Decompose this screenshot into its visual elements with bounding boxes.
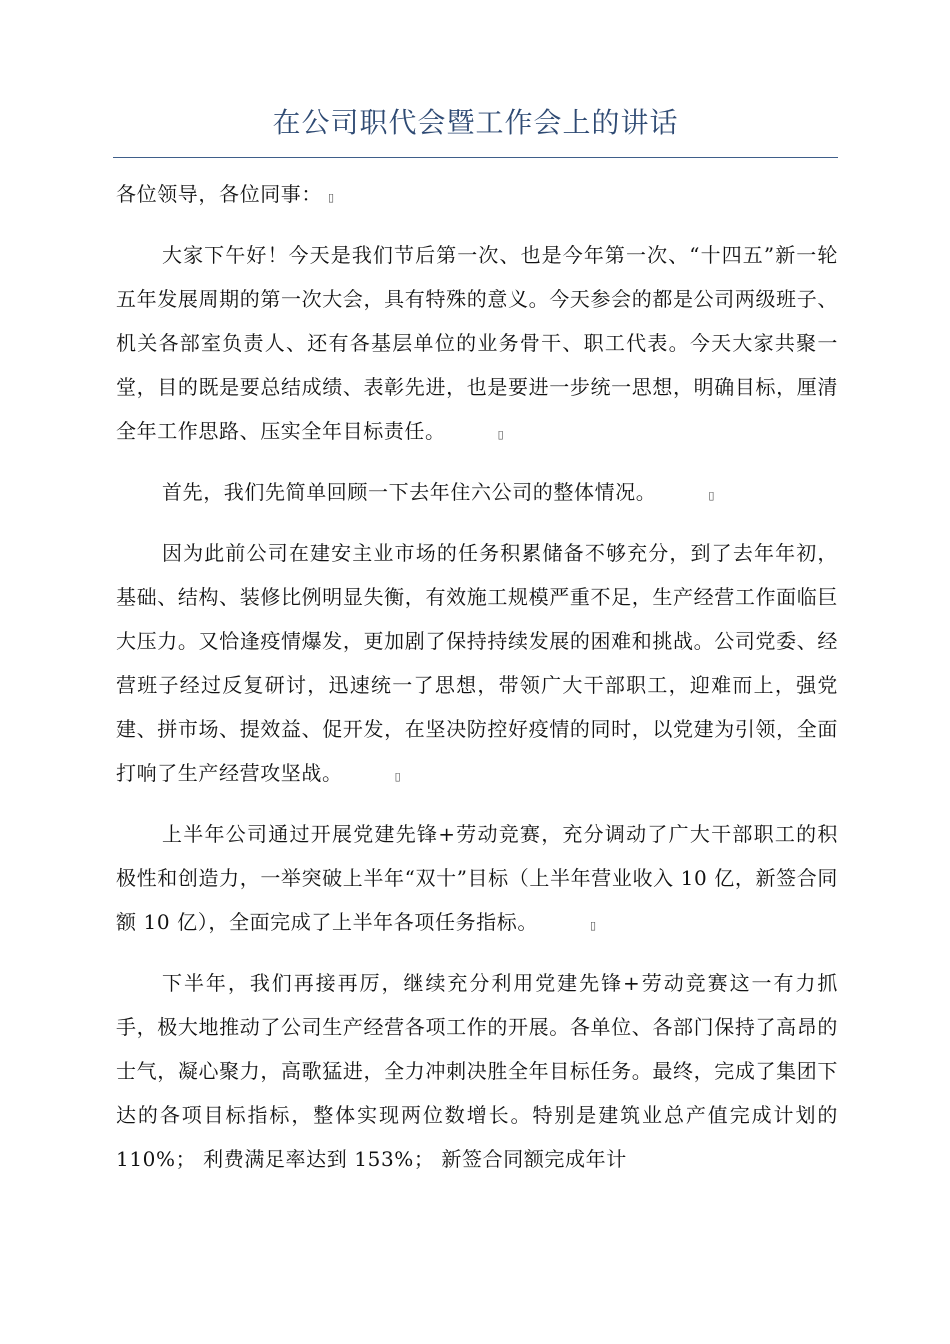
salutation-paragraph: [116, 172, 838, 220]
paragraph-text: 各位领导，各位同事：: [116, 182, 322, 206]
paragraph-text: 因为此前公司在建安主业市场的任务积累储备不够充分，到了去年年初，基础、结构、装修比例明显失衡，有效施工规模严重不足，生产经营工作面临巨大压力。又恰逢疫情爆发，更加剧了保持持续发展的困难和挑战。公司党委、经营班子经过反复研讨，迅速统一了思想，带领广大干部职工，迎难而上，强党建、拼市场、提效益、促开发，在坚决防控好疫情的同时，以党建为引领，全面打响了生产经营攻坚战。: [116, 541, 838, 785]
paragraph-mark-icon: ▯: [708, 489, 715, 502]
background-paragraph: [116, 531, 838, 799]
title-divider: [113, 157, 838, 158]
paragraph-mark-icon: ▯: [394, 770, 401, 783]
document-body: [116, 172, 838, 1194]
paragraph-mark-icon: ▯: [589, 919, 597, 932]
review-intro-paragraph: [116, 470, 838, 518]
first-half-paragraph: [116, 812, 838, 948]
second-half-paragraph: [116, 961, 838, 1181]
paragraph-mark-icon: ▯: [497, 428, 504, 441]
opening-paragraph: [116, 233, 838, 457]
paragraph-mark-icon: ▯: [328, 191, 335, 204]
paragraph-text: 下半年，我们再接再厉，继续充分利用党建先锋+劳动竞赛这一有力抓手，极大地推动了公司生产经营各项工作的开展。各单位、各部门保持了高昂的士气，凝心聚力，高歌猛进，全力冲刺决胜全年目标任务。最终，完成了集团下达的各项目标指标，整体实现两位数增长。特别是建筑业总产值完成计划的 110%； 利费满足率达到 153%； 新签合同额完成年计: [116, 971, 838, 1171]
paragraph-text: 大家下午好！今天是我们节后第一次、也是今年第一次、“十四五”新一轮五年发展周期的第一次大会，具有特殊的意义。今天参会的都是公司两级班子、机关各部室负责人、还有各基层单位的业务骨干、职工代表。今天大家共聚一堂，目的既是要总结成绩、表彰先进，也是要进一步统一思想，明确目标，厘清全年工作思路、压实全年目标责任。: [116, 243, 838, 443]
paragraph-text: 上半年公司通过开展党建先锋+劳动竞赛，充分调动了广大干部职工的积极性和创造力，一举突破上半年“双十”目标（上半年营业收入 10 亿，新签合同额 10 亿），全面完成了上半年各项任务指标。: [116, 822, 838, 934]
document-title: 在公司职代会暨工作会上的讲话: [272, 106, 679, 139]
paragraph-text: 首先，我们先简单回顾一下去年住六公司的整体情况。: [162, 480, 657, 504]
